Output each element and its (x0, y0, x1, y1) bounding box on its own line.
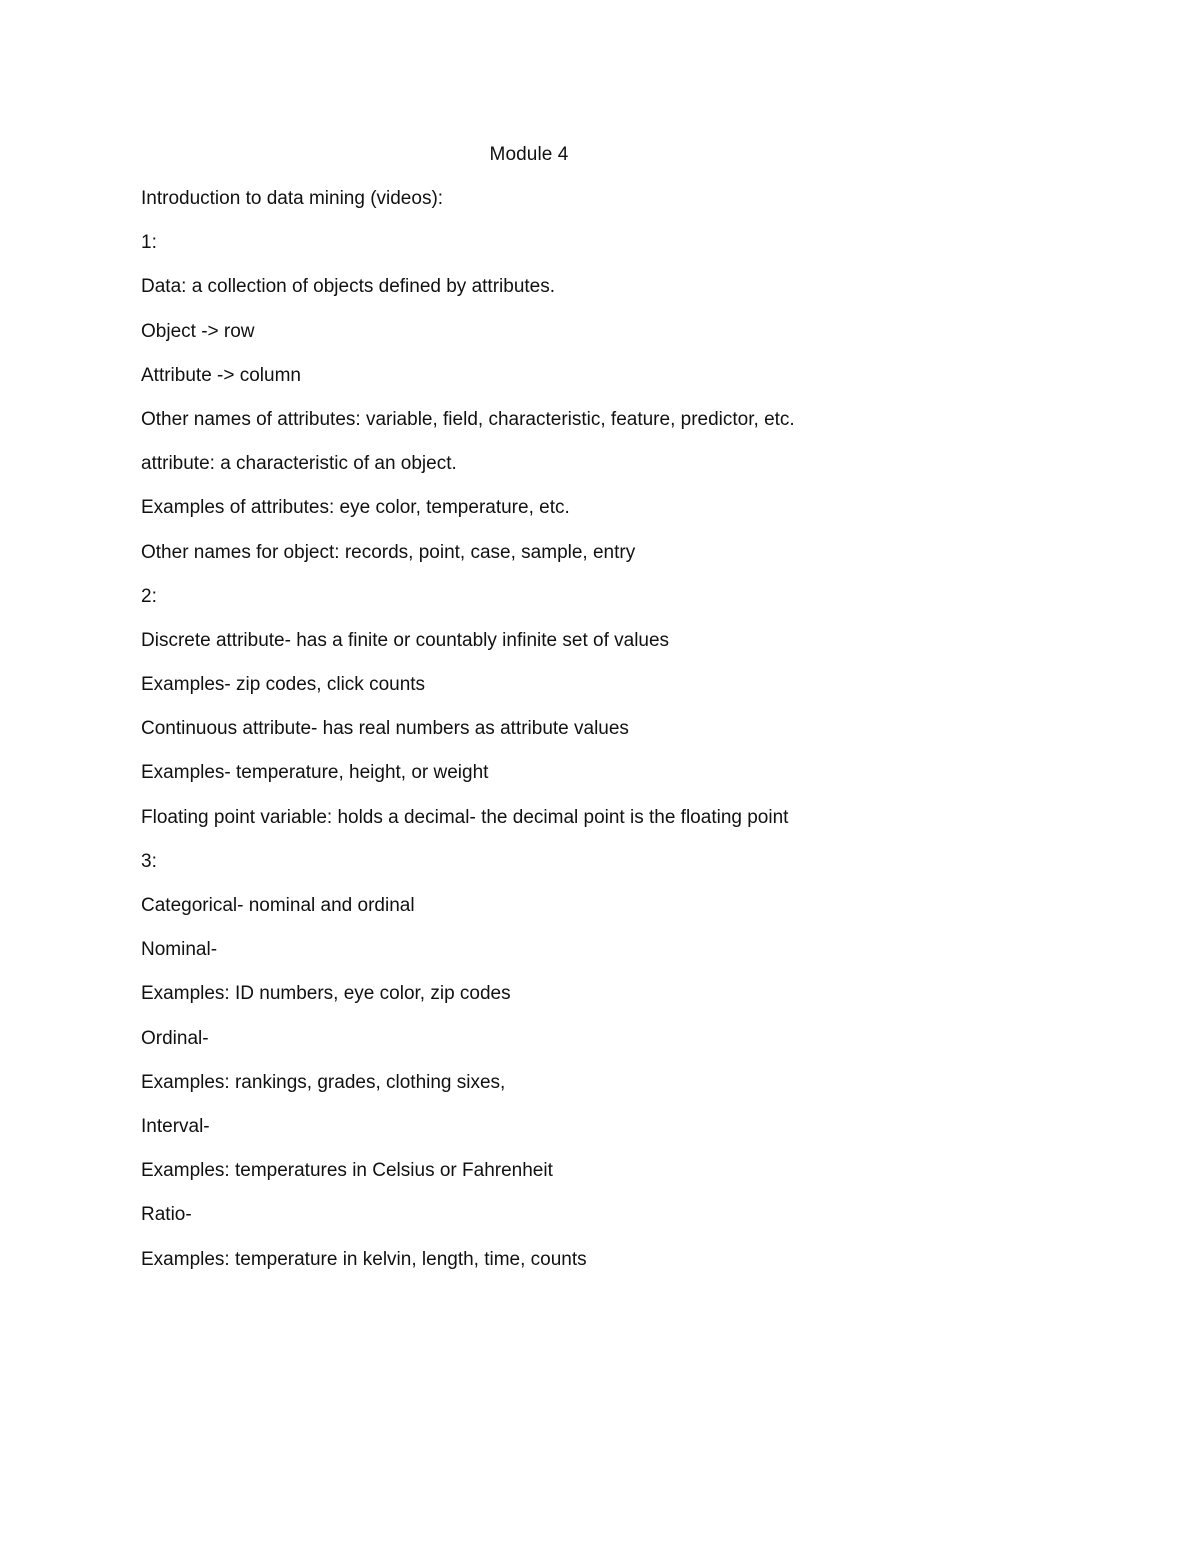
notes-line: Examples: rankings, grades, clothing sixes, (141, 1071, 506, 1093)
notes-line: Object -> row (141, 320, 255, 342)
notes-line: Ratio- (141, 1204, 192, 1226)
notes-line: attribute: a characteristic of an object. (141, 453, 457, 475)
notes-line: 2: (141, 585, 157, 607)
notes-line: Examples of attributes: eye color, temperature, etc. (141, 497, 570, 519)
notes-line: Interval- (141, 1115, 210, 1137)
notes-line: Other names for object: records, point, case, sample, entry (141, 541, 636, 563)
notes-line: Examples- temperature, height, or weight (141, 762, 489, 784)
notes-line: Attribute -> column (141, 364, 301, 386)
notes-line: Examples: ID numbers, eye color, zip codes (141, 983, 511, 1005)
notes-line: Examples: temperature in kelvin, length, time, counts (141, 1248, 587, 1270)
notes-line: Examples- zip codes, click counts (141, 674, 426, 696)
notes-line: Introduction to data mining (videos): (141, 188, 444, 209)
notes-line: Ordinal- (141, 1027, 209, 1049)
page-title: Module 4 (489, 144, 569, 165)
notes-body (141, 187, 1121, 1292)
notes-line: Data: a collection of objects defined by attributes. (141, 276, 556, 298)
notes-line: Categorical- nominal and ordinal (141, 895, 415, 916)
notes-line: Floating point variable: holds a decimal- the decimal point is the floating point (141, 806, 789, 828)
notes-line: Discrete attribute- has a finite or countably infinite set of values (141, 629, 670, 651)
notes-line: Examples: temperatures in Celsius or Fahrenheit (141, 1160, 553, 1182)
notes-line: Nominal- (141, 939, 218, 961)
notes-line: Other names of attributes: variable, field, characteristic, feature, predictor, etc. (141, 408, 795, 430)
notes-line: Continuous attribute- has real numbers as attribute values (141, 718, 629, 740)
notes-line: 3: (141, 850, 157, 872)
notes-line: 1: (141, 232, 157, 254)
